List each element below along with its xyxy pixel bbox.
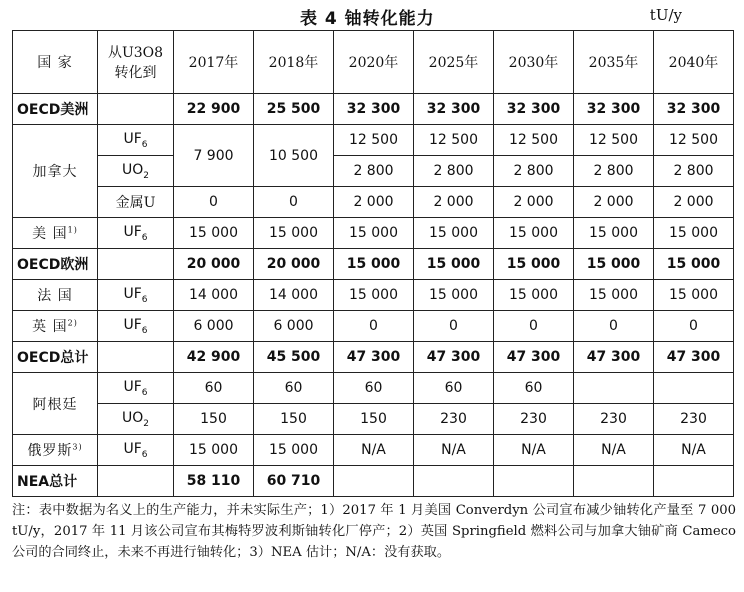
conversion-type: $UF_6$ <box>98 435 174 466</box>
table-row <box>13 94 734 125</box>
value-cell: 15 000 <box>254 218 334 249</box>
value-cell: 15 000 <box>654 249 734 280</box>
value-cell: 47 300 <box>494 342 574 373</box>
value-cell: 58 110 <box>174 466 254 497</box>
value-cell: 25 500 <box>254 94 334 125</box>
value-cell: 230 <box>494 404 574 435</box>
value-cell: 32 300 <box>494 94 574 125</box>
value-cell: 0 <box>174 187 254 218</box>
value-cell: 60 <box>334 373 414 404</box>
empty-cell <box>98 94 174 125</box>
value-cell: 15 000 <box>574 249 654 280</box>
table-row <box>13 156 734 187</box>
header-country: 国 家 <box>13 31 98 94</box>
value-cell: 47 300 <box>414 342 494 373</box>
table-row <box>13 280 734 311</box>
conversion-type: $UF_6$ <box>98 373 174 404</box>
value-cell: 2 800 <box>494 156 574 187</box>
row-label: OECD美洲 <box>13 94 98 125</box>
value-cell: 2 800 <box>414 156 494 187</box>
value-cell: 15 000 <box>174 218 254 249</box>
table-row <box>13 218 734 249</box>
header-year: 2025年 <box>414 31 494 94</box>
country-name: 美 国 <box>32 226 68 242</box>
value-cell <box>414 466 494 497</box>
value-cell: 45 500 <box>254 342 334 373</box>
conversion-type: 金属U <box>98 187 174 218</box>
value-cell: 0 <box>334 311 414 342</box>
value-cell: 15 000 <box>414 249 494 280</box>
value-cell: N/A <box>654 435 734 466</box>
value-cell: 60 <box>414 373 494 404</box>
value-cell: 150 <box>174 404 254 435</box>
header-year: 2020年 <box>334 31 414 94</box>
value-cell: 15 000 <box>494 218 574 249</box>
value-cell: 14 000 <box>254 280 334 311</box>
value-cell: 12 500 <box>334 125 414 156</box>
value-cell: 12 500 <box>574 125 654 156</box>
value-cell: 22 900 <box>174 94 254 125</box>
value-cell: N/A <box>494 435 574 466</box>
value-cell: 10 500 <box>254 125 334 187</box>
row-label: 法 国 <box>13 280 98 311</box>
row-label <box>13 218 98 249</box>
value-cell: 60 <box>494 373 574 404</box>
value-cell: 15 000 <box>494 249 574 280</box>
value-cell: 60 <box>174 373 254 404</box>
table-row <box>13 466 734 497</box>
header-year: 2030年 <box>494 31 574 94</box>
value-cell: 0 <box>254 187 334 218</box>
value-cell: 12 500 <box>494 125 574 156</box>
value-cell: 47 300 <box>654 342 734 373</box>
value-cell: 42 900 <box>174 342 254 373</box>
header-converted-to-label: 转化到 <box>114 65 157 81</box>
row-label: 加拿大 <box>13 125 98 218</box>
table-row <box>13 187 734 218</box>
title-bar <box>0 4 744 30</box>
value-cell: 2 000 <box>414 187 494 218</box>
value-cell <box>574 373 654 404</box>
empty-cell <box>98 466 174 497</box>
value-cell: 2 000 <box>574 187 654 218</box>
value-cell: 14 000 <box>174 280 254 311</box>
conversion-type: $UO_2$ <box>98 156 174 187</box>
value-cell: 0 <box>574 311 654 342</box>
row-label: OECD总计 <box>13 342 98 373</box>
value-cell: N/A <box>414 435 494 466</box>
value-cell: 15 000 <box>254 435 334 466</box>
value-cell: 2 000 <box>654 187 734 218</box>
value-cell: 150 <box>254 404 334 435</box>
footnote-marker: 2) <box>67 318 78 328</box>
empty-cell <box>98 342 174 373</box>
value-cell: 2 800 <box>654 156 734 187</box>
value-cell: 32 300 <box>654 94 734 125</box>
table-row <box>13 373 734 404</box>
value-cell: 2 800 <box>574 156 654 187</box>
header-year: 2040年 <box>654 31 734 94</box>
table-row <box>13 249 734 280</box>
row-label <box>13 311 98 342</box>
value-cell: 15 000 <box>414 218 494 249</box>
conversion-type: $UF_6$ <box>98 311 174 342</box>
value-cell: 15 000 <box>414 280 494 311</box>
table-row <box>13 125 734 156</box>
country-name: 英 国 <box>32 319 68 335</box>
value-cell: 15 000 <box>334 249 414 280</box>
value-cell: 15 000 <box>574 280 654 311</box>
value-cell: 32 300 <box>414 94 494 125</box>
value-cell: 15 000 <box>334 280 414 311</box>
value-cell: 150 <box>334 404 414 435</box>
value-cell: 47 300 <box>574 342 654 373</box>
country-name: 俄罗斯 <box>27 443 73 459</box>
value-cell: 2 800 <box>334 156 414 187</box>
conversion-capacity-table <box>12 30 734 497</box>
value-cell <box>654 373 734 404</box>
value-cell <box>334 466 414 497</box>
value-cell: 6 000 <box>174 311 254 342</box>
footnote-marker: 1) <box>67 225 78 235</box>
value-cell <box>494 466 574 497</box>
value-cell: 15 000 <box>174 435 254 466</box>
unit-label: tU/y <box>649 6 682 24</box>
value-cell: 60 710 <box>254 466 334 497</box>
conversion-type: $UF_6$ <box>98 125 174 156</box>
table-row <box>13 311 734 342</box>
value-cell: 12 500 <box>414 125 494 156</box>
table-footnote: 注：表中数据为名义上的生产能力，并未实际生产；1）2017 年 1 月美国 Converdyn 公司宣布减少铀转化产量至 7 000 tU/y，2017 年 11 月该公司宣布其梅特罗波利斯铀转化厂停产；2）英国 Springfield 燃料公司与加拿大铀矿商 Cameco 公司的合同终止，未来不再进行铀转化；3）NEA 估计；N/A：没有获取。 <box>12 503 736 560</box>
table-title: 表 4 铀转化能力 <box>300 9 435 29</box>
header-from-u3o8: 从U3O8 <box>107 45 164 61</box>
table-row <box>13 435 734 466</box>
header-year: 2035年 <box>574 31 654 94</box>
value-cell: 230 <box>654 404 734 435</box>
header-year: 2018年 <box>254 31 334 94</box>
value-cell: 15 000 <box>654 218 734 249</box>
table-row <box>13 342 734 373</box>
value-cell: 230 <box>574 404 654 435</box>
value-cell: 60 <box>254 373 334 404</box>
value-cell: N/A <box>574 435 654 466</box>
value-cell: 15 000 <box>654 280 734 311</box>
empty-cell <box>98 249 174 280</box>
value-cell: 0 <box>494 311 574 342</box>
header-year: 2017年 <box>174 31 254 94</box>
value-cell <box>574 466 654 497</box>
value-cell: 12 500 <box>654 125 734 156</box>
value-cell: 15 000 <box>494 280 574 311</box>
value-cell: 230 <box>414 404 494 435</box>
table-row <box>13 404 734 435</box>
value-cell: 2 000 <box>494 187 574 218</box>
conversion-type: $UF_6$ <box>98 218 174 249</box>
value-cell: 0 <box>654 311 734 342</box>
footnote-marker: 3) <box>72 442 83 452</box>
value-cell: 20 000 <box>254 249 334 280</box>
value-cell: N/A <box>334 435 414 466</box>
header-converted-to <box>98 31 174 94</box>
header-row <box>13 31 734 94</box>
conversion-type: $UF_6$ <box>98 280 174 311</box>
value-cell: 2 000 <box>334 187 414 218</box>
conversion-type: $UO_2$ <box>98 404 174 435</box>
value-cell: 0 <box>414 311 494 342</box>
value-cell: 47 300 <box>334 342 414 373</box>
value-cell: 32 300 <box>574 94 654 125</box>
row-label: 阿根廷 <box>13 373 98 435</box>
value-cell: 6 000 <box>254 311 334 342</box>
value-cell <box>654 466 734 497</box>
row-label <box>13 435 98 466</box>
value-cell: 15 000 <box>334 218 414 249</box>
row-label: OECD欧洲 <box>13 249 98 280</box>
value-cell: 15 000 <box>574 218 654 249</box>
value-cell: 20 000 <box>174 249 254 280</box>
value-cell: 32 300 <box>334 94 414 125</box>
value-cell: 7 900 <box>174 125 254 187</box>
row-label: NEA总计 <box>13 466 98 497</box>
